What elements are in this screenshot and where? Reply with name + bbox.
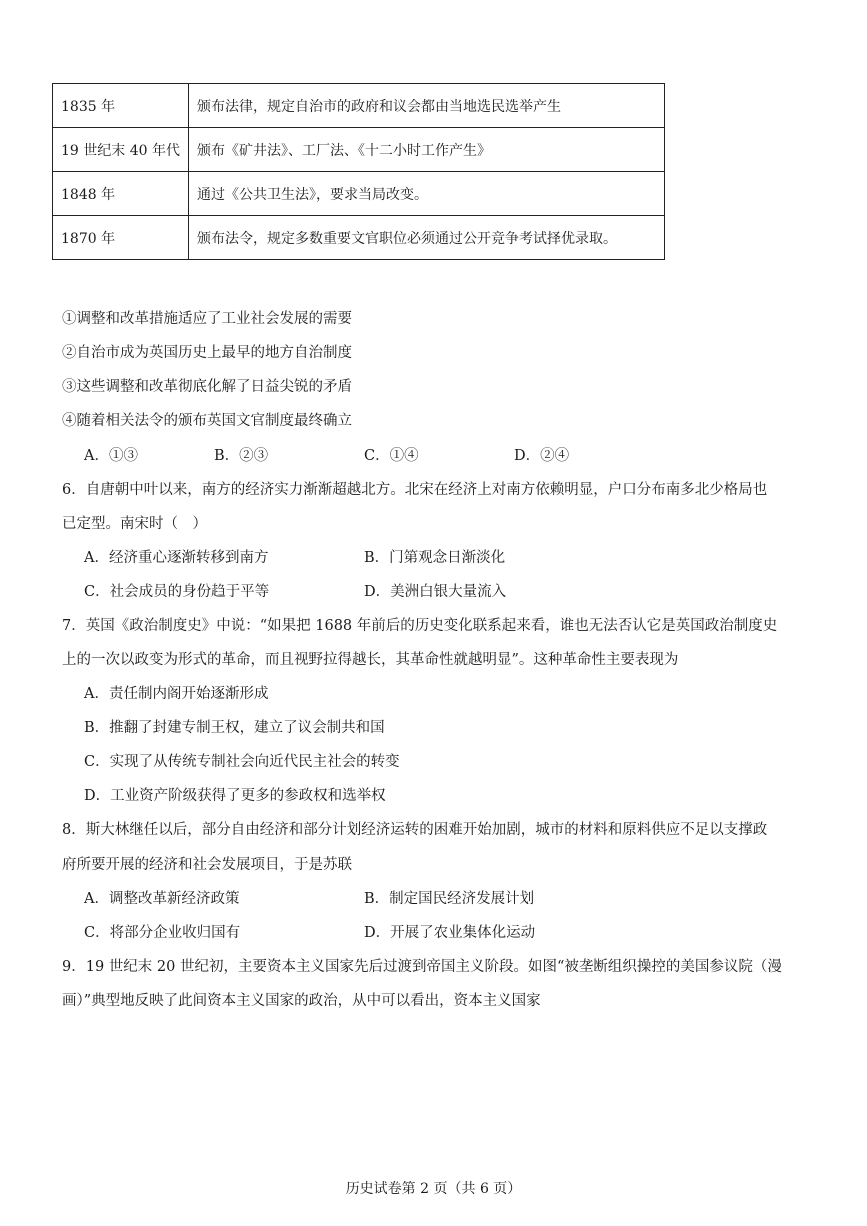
q5-statement: ④随着相关法令的颁布英国文官制度最终确立 <box>62 413 352 429</box>
table-cell-year: 1848 年 <box>53 172 189 216</box>
q6-stem: 6．自唐朝中叶以来，南方的经济实力渐渐超越北方。北宋在经济上对南方依赖明显，户口分布南多北少格局也 <box>62 482 768 498</box>
q8-option-b[interactable]: B．制定国民经济发展计划 <box>364 891 535 907</box>
q6-option-d[interactable]: D．美洲白银大量流入 <box>364 584 507 600</box>
table-cell-year: 1870 年 <box>53 216 189 260</box>
q7-option-b[interactable]: B．推翻了封建专制王权，建立了议会制共和国 <box>84 720 385 736</box>
table-cell-event: 通过《公共卫生法》，要求当局改变。 <box>188 172 664 216</box>
q5-option-b[interactable]: B．②③ <box>214 448 269 464</box>
q8-stem: 府所要开展的经济和社会发展项目，于是苏联 <box>62 857 352 873</box>
q6-option-b[interactable]: B．门第观念日渐淡化 <box>364 550 506 566</box>
table-cell-event: 颁布法令，规定多数重要文官职位必须通过公开竞争考试择优录取。 <box>188 216 664 260</box>
q5-statement: ①调整和改革措施适应了工业社会发展的需要 <box>62 311 352 327</box>
table-row <box>53 216 665 260</box>
q9-stem: 9．19 世纪末 20 世纪初，主要资本主义国家先后过渡到帝国主义阶段。如图“被垄断组织操控的美国参议院（漫 <box>62 959 782 975</box>
table-row <box>53 172 665 216</box>
table-cell-year: 1835 年 <box>53 84 189 128</box>
q6-option-c[interactable]: C．社会成员的身份趋于平等 <box>84 584 270 600</box>
q5-option-a[interactable]: A．①③ <box>84 448 138 464</box>
q6-option-a[interactable]: A．经济重心逐渐转移到南方 <box>84 550 269 566</box>
q5-statement: ②自治市成为英国历史上最早的地方自治制度 <box>62 345 352 361</box>
q7-option-d[interactable]: D．工业资产阶级获得了更多的参政权和选举权 <box>84 788 386 804</box>
table-row <box>53 128 665 172</box>
q8-option-c[interactable]: C．将部分企业收归国有 <box>84 925 241 941</box>
law-table <box>52 83 665 260</box>
q7-stem: 上的一次以政变为形式的革命，而且视野拉得越长，其革命性就越明显”。这种革命性主要表现为 <box>62 652 679 668</box>
q7-option-c[interactable]: C．实现了从传统专制社会向近代民主社会的转变 <box>84 754 400 770</box>
q8-option-a[interactable]: A．调整改革新经济政策 <box>84 891 240 907</box>
q9-stem: 画）”典型地反映了此间资本主义国家的政治，从中可以看出，资本主义国家 <box>62 993 541 1009</box>
q5-option-c[interactable]: C．①④ <box>364 448 419 464</box>
table-row <box>53 84 665 128</box>
table-cell-event: 颁布法律，规定自治市的政府和议会都由当地选民选举产生 <box>188 84 664 128</box>
q5-option-d[interactable]: D．②④ <box>514 448 570 464</box>
q8-option-d[interactable]: D．开展了农业集体化运动 <box>364 925 536 941</box>
q8-stem: 8．斯大林继任以后，部分自由经济和部分计划经济运转的困难开始加剧，城市的材料和原料供应不足以支撑政 <box>62 822 768 838</box>
q5-statement: ③这些调整和改革彻底化解了日益尖锐的矛盾 <box>62 379 352 395</box>
page-footer: 历史试卷第 2 页（共 6 页） <box>345 1181 522 1197</box>
q7-option-a[interactable]: A．责任制内阁开始逐渐形成 <box>84 686 269 702</box>
q7-stem: 7．英国《政治制度史》中说：“如果把 1688 年前后的历史变化联系起来看，谁也无法否认它是英国政治制度史 <box>62 618 778 634</box>
table-cell-year: 19 世纪末 40 年代 <box>53 128 189 172</box>
table-cell-event: 颁布《矿井法》、工厂法、《十二小时工作产生》 <box>188 128 664 172</box>
q6-stem: 已定型。南宋时（ ） <box>62 516 207 532</box>
